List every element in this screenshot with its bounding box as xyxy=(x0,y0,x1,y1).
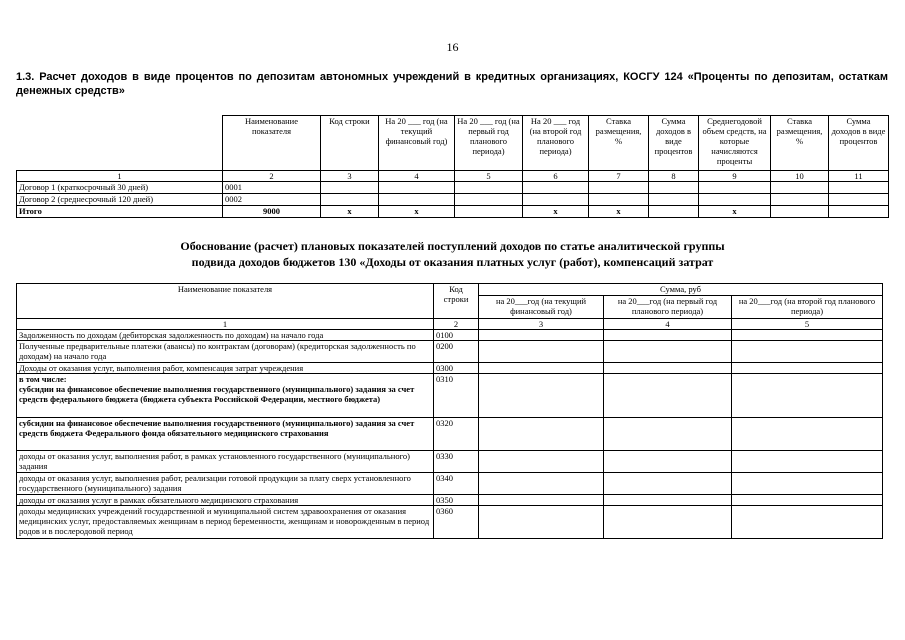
column-number: 7 xyxy=(589,171,649,182)
data-cell[interactable] xyxy=(379,194,455,206)
data-cell[interactable] xyxy=(604,330,732,341)
row-code: 0300 xyxy=(434,363,479,374)
data-cell[interactable] xyxy=(523,182,589,194)
data-cell[interactable] xyxy=(771,182,829,194)
income-justification-table xyxy=(16,283,883,539)
total-cell: х xyxy=(699,206,771,218)
column-number: 5 xyxy=(732,319,883,330)
column-number: 4 xyxy=(604,319,732,330)
column-number: 5 xyxy=(455,171,523,182)
column-number: 9 xyxy=(699,171,771,182)
column-number: 6 xyxy=(523,171,589,182)
column-number: 1 xyxy=(17,171,223,182)
row-code: 0200 xyxy=(434,341,479,363)
data-cell[interactable] xyxy=(479,451,604,473)
data-cell[interactable] xyxy=(771,194,829,206)
data-cell[interactable] xyxy=(604,363,732,374)
row-label-text: субсидии на финансовое обеспечение выполнения государственного (муниципального) задания за счет средств федерального бюджета (бюджета субъекта Российской Федерации, местного бюджета) xyxy=(19,384,415,404)
total-cell: х xyxy=(589,206,649,218)
data-cell[interactable] xyxy=(649,182,699,194)
data-cell[interactable] xyxy=(604,495,732,506)
data-cell[interactable] xyxy=(732,341,883,363)
data-cell[interactable] xyxy=(732,418,883,451)
data-cell[interactable] xyxy=(699,194,771,206)
column-number: 8 xyxy=(649,171,699,182)
column-number-row xyxy=(17,319,883,330)
column-number: 3 xyxy=(479,319,604,330)
data-cell[interactable] xyxy=(732,506,883,539)
subheader-cell: на 20___год (на текущий финансовый год) xyxy=(479,296,604,319)
table-row xyxy=(17,495,883,506)
deposit-interest-table xyxy=(16,115,889,218)
row-label: Полученные предварительные платежи (авансы) по контрактам (договорам) (кредиторская задолженность по доходам) на начало года xyxy=(17,341,434,363)
total-row xyxy=(17,206,889,218)
section-title: 1.3. Расчет доходов в виде процентов по депозитам автономных учреждений в кредитных организациях, КОСГУ 124 «Проценты по депозитам, остаткам денежных средств» xyxy=(16,71,888,97)
data-cell[interactable] xyxy=(479,418,604,451)
total-cell xyxy=(829,206,889,218)
data-cell[interactable] xyxy=(604,374,732,418)
table2-title xyxy=(120,238,785,270)
data-cell[interactable] xyxy=(604,418,732,451)
row-code: 0310 xyxy=(434,374,479,418)
column-number: 2 xyxy=(223,171,321,182)
header-sum: Сумма, руб xyxy=(479,284,883,296)
column-number: 4 xyxy=(379,171,455,182)
row-code: 0340 xyxy=(434,473,479,495)
header-cell: На 20 ___ год (на текущий финансовый год) xyxy=(379,116,455,171)
header-blank-cell xyxy=(17,116,223,171)
data-cell[interactable] xyxy=(589,194,649,206)
row-label: доходы от оказания услуг в рамках обязательного медицинского страхования xyxy=(17,495,434,506)
data-cell[interactable] xyxy=(604,506,732,539)
row-label-intro: в том числе: xyxy=(19,374,67,384)
row-label: доходы медицинских учреждений государственной и муниципальной систем здравоохранения от оказания медицинских услуг, предоставляемых женщинам в период беременности, женщинам и новорожденным в период родов и в послеродовой период xyxy=(17,506,434,539)
row-code: 0330 xyxy=(434,451,479,473)
data-cell[interactable] xyxy=(604,473,732,495)
total-cell xyxy=(771,206,829,218)
total-label: Итого xyxy=(17,206,223,218)
data-cell[interactable] xyxy=(479,374,604,418)
table-row xyxy=(17,330,883,341)
data-cell[interactable] xyxy=(523,194,589,206)
header-cell: Код строки xyxy=(321,116,379,171)
table-row xyxy=(17,451,883,473)
data-cell[interactable] xyxy=(479,473,604,495)
row-label: субсидии на финансовое обеспечение выполнения государственного (муниципального) задания за счет средств бюджета Федерального фонда обязательного медицинского страхования xyxy=(17,418,434,451)
table2-title-line: Обоснование (расчет) плановых показателей поступлений доходов по статье аналитической группы xyxy=(180,239,725,253)
table-row xyxy=(17,182,889,194)
data-cell[interactable] xyxy=(379,182,455,194)
header-cell: На 20 ___ год (на второй год планового периода) xyxy=(523,116,589,171)
header-cell: Ставка размещения, % xyxy=(589,116,649,171)
data-cell[interactable] xyxy=(604,341,732,363)
row-code: 0350 xyxy=(434,495,479,506)
table-row xyxy=(17,374,883,418)
table-row xyxy=(17,194,889,206)
row-label: Договор 1 (краткосрочный 30 дней) xyxy=(17,182,223,194)
header-name: Наименование показателя xyxy=(17,284,434,319)
column-number-row xyxy=(17,171,889,182)
column-number: 2 xyxy=(434,319,479,330)
row-code: 0002 xyxy=(223,194,321,206)
header-cell: На 20 ___ год (на первый год планового периода) xyxy=(455,116,523,171)
row-label: Договор 2 (среднесрочный 120 дней) xyxy=(17,194,223,206)
table-header-row xyxy=(17,284,883,296)
row-label: Задолженность по доходам (дебиторская задолженность по доходам) на начало года xyxy=(17,330,434,341)
header-cell: Сумма доходов в виде процентов xyxy=(649,116,699,171)
header-code: Код строки xyxy=(434,284,479,319)
column-number: 11 xyxy=(829,171,889,182)
table-row xyxy=(17,341,883,363)
header-cell: Сумма доходов в виде процентов xyxy=(829,116,889,171)
data-cell[interactable] xyxy=(732,330,883,341)
subheader-cell: на 20___год (на первый год планового периода) xyxy=(604,296,732,319)
total-cell: х xyxy=(321,206,379,218)
row-code: 0360 xyxy=(434,506,479,539)
table-row xyxy=(17,363,883,374)
subheader-cell: на 20___год (на второй год планового периода) xyxy=(732,296,883,319)
header-cell: Ставка размещения, % xyxy=(771,116,829,171)
data-cell[interactable] xyxy=(732,495,883,506)
data-cell[interactable] xyxy=(479,495,604,506)
row-label: доходы от оказания услуг, выполнения работ, в рамках установленного государственного (муниципального) задания xyxy=(17,451,434,473)
data-cell[interactable] xyxy=(479,330,604,341)
row-label: доходы от оказания услуг, выполнения работ, реализации готовой продукции за плату сверх установленного государственного (муниципального) задания xyxy=(17,473,434,495)
data-cell[interactable] xyxy=(479,506,604,539)
data-cell[interactable] xyxy=(479,363,604,374)
table-row xyxy=(17,418,883,451)
data-cell[interactable] xyxy=(732,451,883,473)
row-code: 0001 xyxy=(223,182,321,194)
column-number: 10 xyxy=(771,171,829,182)
data-cell[interactable] xyxy=(732,363,883,374)
table2-title-line: подвида доходов бюджетов 130 «Доходы от оказания платных услуг (работ), компенсаций затрат xyxy=(191,255,714,269)
row-code: 0320 xyxy=(434,418,479,451)
total-cell xyxy=(455,206,523,218)
header-cell: Наименование показателя xyxy=(223,116,321,171)
table-row xyxy=(17,506,883,539)
table-row xyxy=(17,473,883,495)
data-cell[interactable] xyxy=(321,182,379,194)
data-cell[interactable] xyxy=(479,341,604,363)
data-cell[interactable] xyxy=(589,182,649,194)
column-number: 1 xyxy=(17,319,434,330)
header-cell: Среднегодовой объем средств, на которые начисляются проценты xyxy=(699,116,771,171)
total-cell: х xyxy=(379,206,455,218)
data-cell[interactable] xyxy=(699,182,771,194)
data-cell[interactable] xyxy=(829,194,889,206)
data-cell[interactable] xyxy=(732,473,883,495)
row-code: 0100 xyxy=(434,330,479,341)
data-cell[interactable] xyxy=(649,194,699,206)
row-label: Доходы от оказания услуг, выполнения работ, компенсация затрат учреждения xyxy=(17,363,434,374)
column-number: 3 xyxy=(321,171,379,182)
data-cell[interactable] xyxy=(455,194,523,206)
total-cell: х xyxy=(523,206,589,218)
data-cell[interactable] xyxy=(455,182,523,194)
total-code: 9000 xyxy=(223,206,321,218)
page-number: 16 xyxy=(446,40,459,54)
total-cell xyxy=(649,206,699,218)
data-cell[interactable] xyxy=(604,451,732,473)
row-label xyxy=(17,374,434,418)
data-cell[interactable] xyxy=(732,374,883,418)
data-cell[interactable] xyxy=(321,194,379,206)
data-cell[interactable] xyxy=(829,182,889,194)
table-header-row xyxy=(17,116,889,171)
